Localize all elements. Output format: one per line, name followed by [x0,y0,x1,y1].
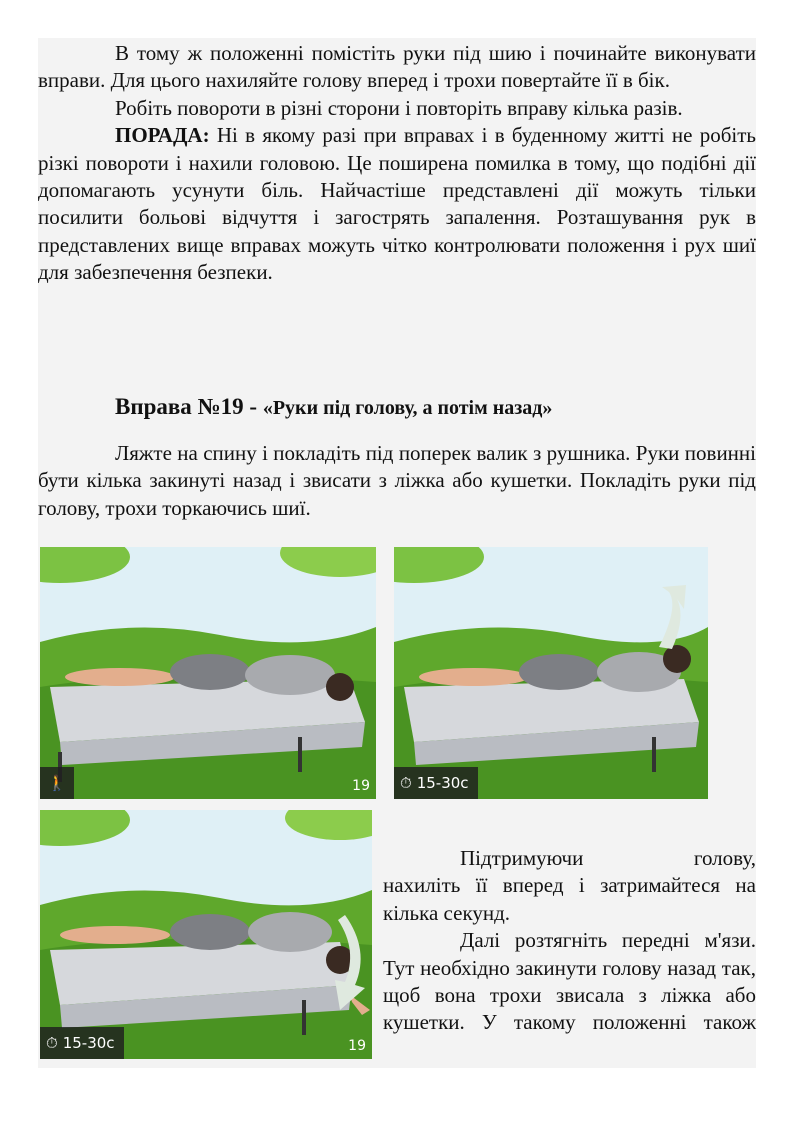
stopwatch-icon: ⏱ [400,774,412,792]
figure-number: 19 [352,778,370,794]
duration-text: 15-30с [416,774,469,792]
exercise-illustration-2 [394,547,708,799]
illustration-scene [40,810,372,1059]
duration-badge [394,767,478,799]
exercise-title [115,394,552,420]
person-icon: 🚶 [47,774,67,792]
intro-text [38,40,756,287]
side-text [383,845,756,1037]
stopwatch-icon: ⏱ [46,1034,58,1052]
exercise-illustration-1 [40,547,376,799]
paragraph: Робіть повороти в різні сторони і повторіть вправу кілька разів. [115,95,683,120]
illustration-scene [394,547,708,799]
paragraph-line: Підтримуючи голову, [460,846,756,870]
duration-badge [40,1027,124,1059]
duration-text: 15-30с [62,1034,115,1052]
paragraph: Ляжте на спину і покладіть під поперек валик з рушника. Руки повинні бути кілька закинуті назад і звисати з ліжка або кушетки. Покладіть руки під голову, трохи торкаючись шиї. [38,441,756,520]
instruction-text [38,440,756,522]
exercise-name: «Руки під голову, а потім назад» [262,397,553,419]
paragraph: В тому ж положенні помістіть руки під шию і починайте виконувати вправи. Для цього нахиляйте голову вперед і трохи повертайте її в бік. [38,41,756,93]
figure-number: 19 [348,1038,366,1054]
paragraph: Далі розтягніть передні м'язи. Тут необхідно закинути голову назад так, щоб вона трохи звисала з ліжка або кушетки. У такому положенні також [383,928,756,1035]
exercise-illustration-3 [40,810,372,1059]
illustration-scene [40,547,376,799]
tip-paragraph [38,122,756,286]
exercise-number: Вправа №19 - [115,394,263,419]
tip-text: Ні в якому разі при вправах і в буденному житті не робіть різкі повороти і нахили головою. Це поширена помилка в тому, що подібні дії допомагають усунути біль. Найчастіше представлені дії можуть тільки посилити больові відчуття і загострять запалення. Розташування рук в представлених вище вправах можуть чітко контролювати положення і рух шиї для забезпечення безпеки. [38,123,756,285]
tip-label: ПОРАДА: [115,123,210,148]
badge [40,767,74,799]
paragraph: нахиліть її вперед і затримайтеся на кілька секунд. [383,873,756,925]
